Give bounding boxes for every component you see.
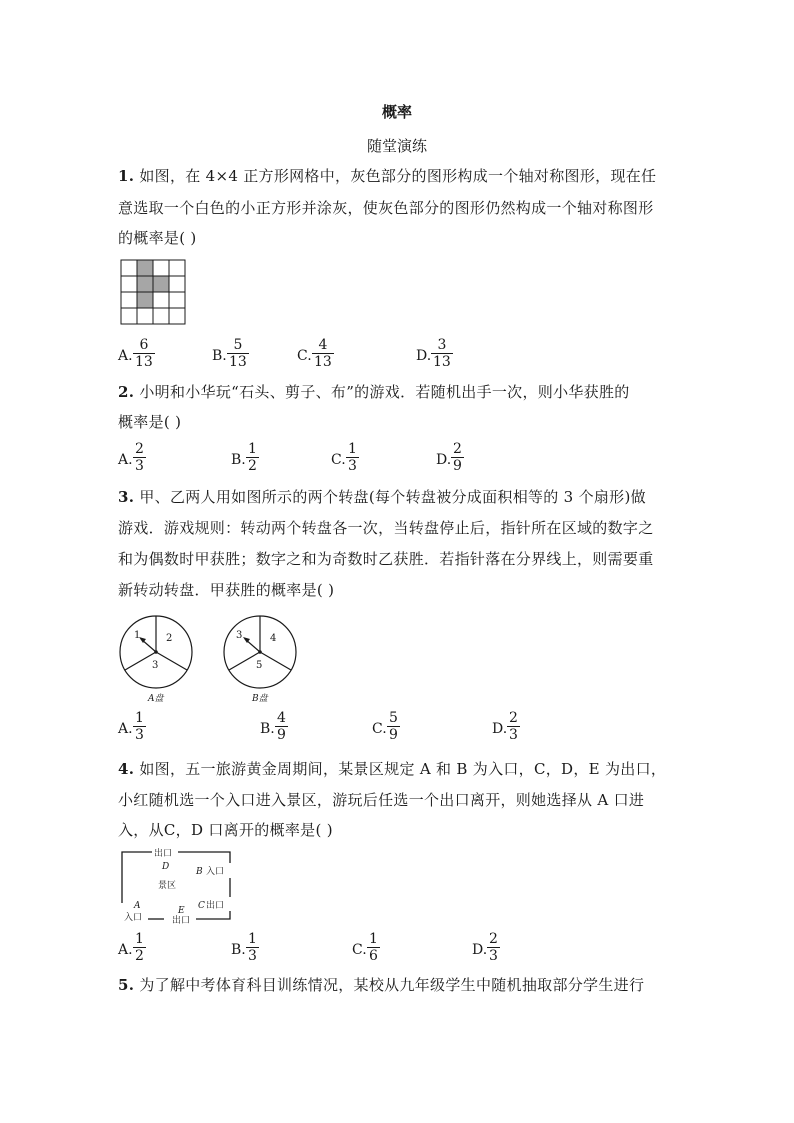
q4-option-a-fraction: [133, 931, 146, 964]
q4-option-a-label: A.: [118, 942, 133, 958]
q2-option-d-den: 9: [453, 458, 462, 474]
q1-option-c-den: 13: [314, 354, 332, 370]
q2-text-2: 概率是( ): [118, 413, 182, 431]
q5-number: 5.: [118, 976, 135, 994]
q1-line-1: [118, 167, 678, 185]
q3-option-b-fraction: [275, 710, 288, 743]
q1-text-3: 的概率是( ): [118, 229, 197, 247]
q3-spinner-a-number-1: 1: [134, 630, 141, 641]
q4-exit-c-label: 出口: [206, 901, 225, 911]
q3-spinner-a-number-3: 3: [152, 660, 159, 671]
q1-option-a-fraction: [133, 337, 155, 370]
q2-line-1: [118, 383, 678, 401]
q4-option-b-fraction: [246, 931, 259, 964]
q2-option-a-label: A.: [118, 452, 133, 468]
q4-entry-a-letter: A: [134, 901, 141, 911]
q4-option-c-label: C.: [352, 942, 367, 958]
q4-exit-d-letter: D: [162, 862, 170, 872]
grid-cell: [169, 308, 185, 324]
q5-text-1: 为了解中考体育科目训练情况，某校从九年级学生中随机抽取部分学生进行: [139, 976, 645, 994]
q2-option-d-label: D.: [436, 452, 452, 468]
q2-option-a-fraction: [133, 441, 146, 474]
grid-cell: [153, 292, 169, 308]
grid-cell: [121, 276, 137, 292]
q3-spinner-a: [118, 614, 198, 706]
q4-option-b-den: 3: [248, 948, 257, 964]
q3-spinner-b-number-5: 5: [256, 660, 263, 671]
q4-text-3: 入，从C，D 口离开的概率是( ): [118, 821, 333, 839]
q3-option-d-fraction: [507, 710, 520, 743]
q3-option-c-num: 5: [389, 710, 398, 726]
q1-text-1: 如图，在 4×4 正方形网格中，灰色部分的图形构成一个轴对称图形，现在任: [139, 167, 657, 185]
q1-text-2: 意选取一个白色的小正方形并涂灰，使灰色部分的图形仍然构成一个轴对称图形: [118, 199, 654, 217]
q1-option-a-den: 13: [135, 354, 153, 370]
q3-option-c-fraction: [387, 710, 400, 743]
q1-option-a-num: 6: [139, 337, 149, 353]
q4-option-c-fraction: [367, 931, 380, 964]
grid-cell-shaded: [137, 292, 153, 308]
q1-option-d-num: 3: [437, 337, 447, 353]
q3-spinner-a-number-2: 2: [166, 633, 173, 644]
q1-option-c-label: C.: [297, 348, 312, 364]
q3-option-d-num: 2: [509, 710, 518, 726]
q4-top-exit-label: 出口: [154, 849, 173, 859]
q4-exit-e-label: 出口: [172, 916, 191, 926]
q3-option-d-label: D.: [492, 721, 508, 737]
q1-option-b-den: 13: [229, 354, 247, 370]
page-subtitle: 随堂演练: [366, 137, 427, 155]
q2-option-b-fraction: [246, 441, 259, 474]
q4-text-1: 如图，五一旅游黄金周期间，某景区规定 A 和 B 为入口，C，D，E 为出口，: [139, 760, 667, 778]
grid-cell-shaded: [137, 260, 153, 276]
grid-cell: [169, 260, 185, 276]
q1-option-c-num: 4: [318, 337, 328, 353]
q2-option-c-label: C.: [331, 452, 346, 468]
q3-text-1: 甲、乙两人用如图所示的两个转盘(每个转盘被分成面积相等的 3 个扇形)做: [139, 488, 646, 506]
q2-option-c-fraction: [346, 441, 359, 474]
q3-spinner-b: [222, 614, 302, 706]
q3-option-a-fraction: [133, 710, 146, 743]
q3-option-a-den: 3: [135, 727, 144, 743]
q3-option-b-den: 9: [277, 727, 286, 743]
q4-text-2: 小红随机选一个入口进入景区，游玩后任选一个出口离开，则她选择从 A 口进: [118, 791, 645, 809]
grid-cell-shaded: [137, 276, 153, 292]
q2-option-b-num: 1: [248, 441, 257, 457]
q4-entry-b-letter: B: [196, 867, 203, 877]
q1-option-d-fraction: [431, 337, 453, 370]
q1-option-d-label: D.: [416, 348, 432, 364]
q3-option-a-label: A.: [118, 721, 133, 737]
q4-line-1: [118, 760, 678, 778]
q2-option-b-label: B.: [231, 452, 246, 468]
q4-entry-b-label: 入口: [206, 867, 225, 877]
q4-scenic-area-diagram: [118, 845, 238, 925]
q1-number: 1.: [118, 167, 135, 185]
grid-cell: [169, 276, 185, 292]
q3-option-d-den: 3: [509, 727, 518, 743]
q1-option-b-num: 5: [233, 337, 243, 353]
grid-cell: [137, 308, 153, 324]
q4-option-a-den: 2: [135, 948, 144, 964]
q3-spinner-b-number-3: 3: [236, 630, 243, 641]
q3-line-1: [118, 488, 678, 506]
q3-option-a-num: 1: [135, 710, 144, 726]
q1-grid-figure: [120, 259, 186, 326]
q4-option-d-den: 3: [489, 948, 498, 964]
grid-cell: [153, 308, 169, 324]
q4-option-c-den: 6: [369, 948, 378, 964]
q2-option-b-den: 2: [248, 458, 257, 474]
grid-cell: [121, 308, 137, 324]
q4-option-a-num: 1: [135, 931, 144, 947]
q1-option-b-label: B.: [212, 348, 227, 364]
q1-option-d-den: 13: [433, 354, 451, 370]
q1-option-a-label: A.: [118, 348, 133, 364]
q3-text-3: 和为偶数时甲获胜；数字之和为奇数时乙获胜．若指针落在分界线上，则需要重: [118, 550, 654, 568]
q2-text-1: 小明和小华玩“石头、剪子、布”的游戏．若随机出手一次，则小华获胜的: [139, 383, 630, 401]
q2-option-a-num: 2: [135, 441, 144, 457]
q4-exit-c-letter: C: [198, 901, 205, 911]
q3-spinner-a-caption: A盘: [148, 694, 164, 704]
q3-option-b-num: 4: [277, 710, 286, 726]
q4-exit-e-letter: E: [178, 906, 185, 916]
q2-option-c-num: 1: [348, 441, 357, 457]
q4-option-d-label: D.: [472, 942, 488, 958]
q3-text-4: 新转动转盘．甲获胜的概率是( ): [118, 581, 335, 599]
q2-number: 2.: [118, 383, 135, 401]
grid-cell-shaded: [153, 276, 169, 292]
q4-option-b-label: B.: [231, 942, 246, 958]
q4-option-d-fraction: [487, 931, 500, 964]
q4-number: 4.: [118, 760, 135, 778]
q2-option-d-num: 2: [453, 441, 462, 457]
q4-scenic-label: 景区: [158, 881, 177, 891]
q2-option-c-den: 3: [348, 458, 357, 474]
q4-entry-a-label: 入口: [124, 913, 143, 923]
grid-cell: [121, 260, 137, 276]
grid-cell: [169, 292, 185, 308]
q2-option-d-fraction: [451, 441, 464, 474]
q3-option-b-label: B.: [260, 721, 275, 737]
grid-cell: [121, 292, 137, 308]
page-title: 概率: [381, 103, 412, 121]
q3-option-c-label: C.: [372, 721, 387, 737]
grid-cell: [153, 260, 169, 276]
q5-line-1: [118, 976, 678, 994]
q4-option-c-num: 1: [369, 931, 378, 947]
q4-option-d-num: 2: [489, 931, 498, 947]
q3-text-2: 游戏．游戏规则：转动两个转盘各一次，当转盘停止后，指针所在区域的数字之: [118, 519, 654, 537]
q3-number: 3.: [118, 488, 135, 506]
q4-option-b-num: 1: [248, 931, 257, 947]
q1-option-b-fraction: [227, 337, 249, 370]
q3-option-c-den: 9: [389, 727, 398, 743]
q2-option-a-den: 3: [135, 458, 144, 474]
q1-option-c-fraction: [312, 337, 334, 370]
q3-spinner-b-caption: B盘: [252, 694, 268, 704]
q3-spinner-b-number-4: 4: [270, 633, 277, 644]
